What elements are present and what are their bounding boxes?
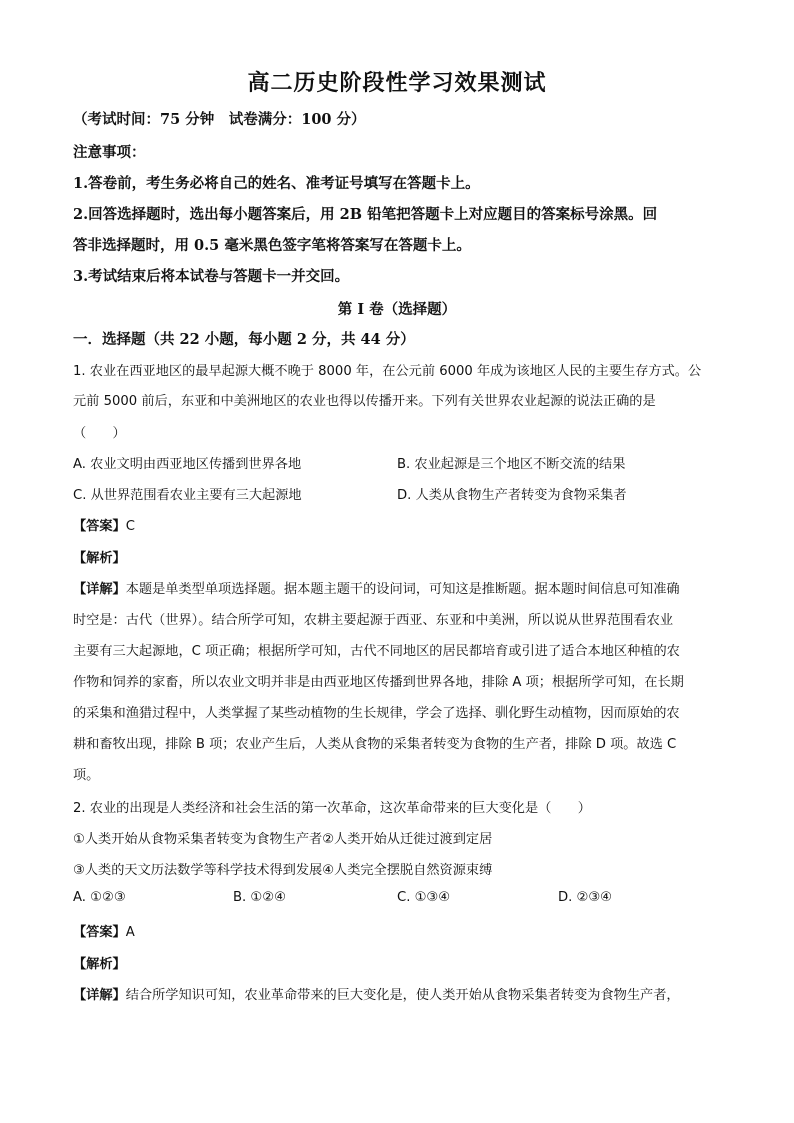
q1-option-b: B. 农业起源是三个地区不断交流的结果: [397, 457, 626, 472]
q1-answer-paren: （ ）: [73, 426, 126, 441]
q1-detail-line-4: 作物和饲养的家畜，所以农业文明并非是由西亚地区传播到世界各地，排除 A 项；根据所学可知，在长期: [73, 675, 684, 690]
exam-info: （考试时间：75 分钟 试卷满分：100 分）: [73, 111, 366, 128]
q1-analysis-tag: 【解析】: [73, 551, 126, 566]
notice-heading: 注意事项：: [73, 144, 146, 161]
q2-analysis-tag: 【解析】: [73, 957, 126, 972]
q2-detail-line-1: [73, 984, 680, 1003]
q1-detail-line-1: [73, 578, 680, 597]
q2-option-c: C. ①③④: [397, 890, 451, 905]
q1-detail-line-5: 的采集和渔猎过程中，人类掌握了某些动植物的生长规律，学会了选择、驯化野生动植物，因而原始的农: [73, 706, 680, 721]
q1-detail-line-6: 耕和畜牧出现，排除 B 项；农业产生后，人类从食物的采集者转变为食物的生产者，排除 D 项。故选 C: [73, 737, 677, 752]
notice-item-2b: 答非选择题时，用 0.5 毫米黑色签字笔将答案写在答题卡上。: [73, 237, 471, 254]
q1-option-c: C. 从世界范围看农业主要有三大起源地: [73, 488, 302, 503]
q1-detail-text-1: 本题是单类型单项选择题。据本题主题干的设问词，可知这是推断题。据本题时间信息可知准确: [125, 582, 680, 597]
q2-answer-value: A: [125, 925, 135, 940]
q1-stem-line-1: 1. 农业在西亚地区的最早起源大概不晚于 8000 年，在公元前 6000 年成为该地区人民的主要生存方式。公: [73, 364, 702, 379]
q2-option-b: B. ①②④: [233, 890, 286, 905]
q1-option-d: D. 人类从食物生产者转变为食物采集者: [397, 488, 627, 503]
q1-answer-tag: 【答案】: [73, 519, 126, 534]
q2-items-line-1: ①人类开始从食物采集者转变为食物生产者②人类开始从迁徙过渡到定居: [73, 832, 493, 847]
q1-detail-line-3: 主要有三大起源地，C 项正确；根据所学可知，古代不同地区的居民都培育或引进了适合本地区种植的农: [73, 644, 680, 659]
page-title: 高二历史阶段性学习效果测试: [247, 70, 547, 96]
q2-answer: [73, 921, 135, 940]
q1-answer: [73, 515, 135, 534]
q1-option-a: A. 农业文明由西亚地区传播到世界各地: [73, 457, 302, 472]
q2-option-d: D. ②③④: [558, 890, 613, 905]
notice-item-1: 1.答卷前，考生务必将自己的姓名、准考证号填写在答题卡上。: [73, 175, 480, 192]
q1-answer-value: C: [125, 519, 135, 534]
notice-item-2a: 2.回答选择题时，选出每小题答案后，用 2B 铅笔把答题卡上对应题目的答案标号涂黑。回: [73, 206, 658, 223]
q1-stem-line-2: 元前 5000 前后，东亚和中美洲地区的农业也得以传播开来。下列有关世界农业起源的说法正确的是: [73, 394, 656, 409]
q1-detail-line-2: 时空是：古代（世界）。结合所学可知，农耕主要起源于西亚、东亚和中美洲，所以说从世界范围看农业: [73, 613, 674, 628]
volume-title: 第 I 卷（选择题）: [337, 301, 457, 318]
q2-stem: 2. 农业的出现是人类经济和社会生活的第一次革命，这次革命带来的巨大变化是（ ）: [73, 801, 591, 816]
q1-detail-tag: 【详解】: [73, 582, 126, 597]
q2-detail-tag: 【详解】: [73, 988, 126, 1003]
section-title: 一．选择题（共 22 小题，每小题 2 分，共 44 分）: [73, 331, 415, 348]
notice-item-3: 3.考试结束后将本试卷与答题卡一并交回。: [73, 268, 350, 285]
q2-option-a: A. ①②③: [73, 890, 126, 905]
q1-detail-line-7: 项。: [73, 768, 100, 783]
q2-answer-tag: 【答案】: [73, 925, 126, 940]
q2-items-line-2: ③人类的天文历法数学等科学技术得到发展④人类完全摆脱自然资源束缚: [73, 863, 493, 878]
q2-detail-text-1: 结合所学知识可知，农业革命带来的巨大变化是，使人类开始从食物采集者转变为食物生产者，: [125, 988, 680, 1003]
